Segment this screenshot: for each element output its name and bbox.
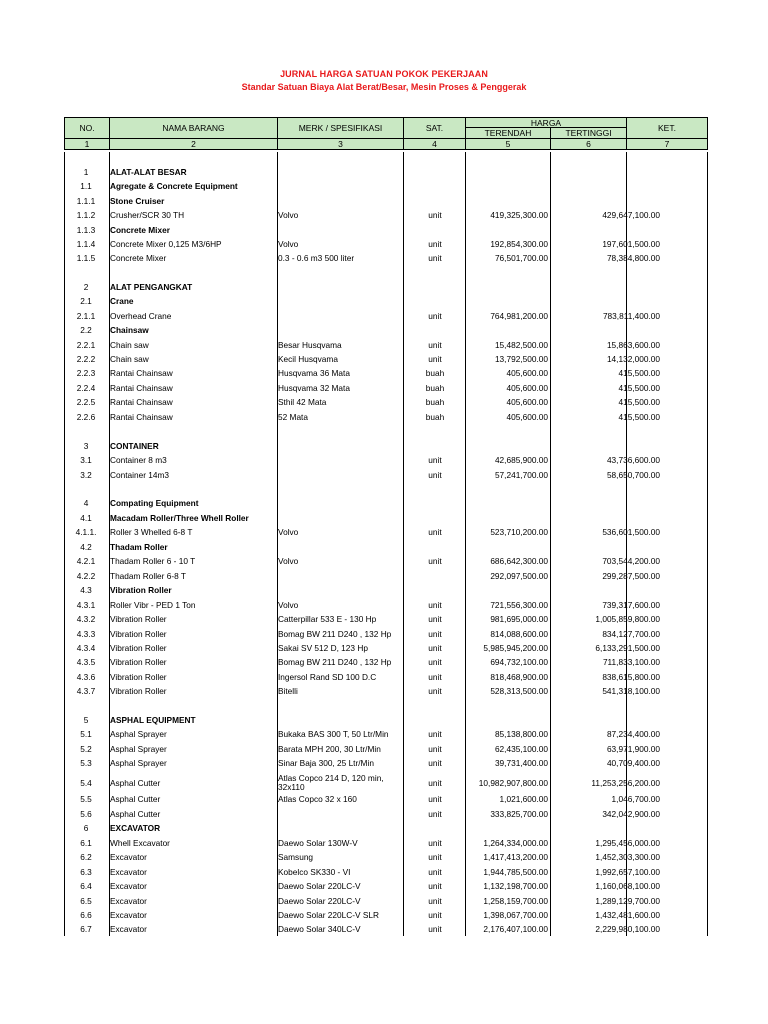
cell-no: 6.3	[80, 867, 92, 877]
cell-low: 13,792,500.00	[494, 354, 548, 364]
cell-no: 2.2.1	[76, 340, 96, 350]
cell-name: Vibration Roller	[110, 643, 167, 653]
cell-name: ALAT-ALAT BESAR	[110, 167, 187, 177]
cell-high: 415,500.00	[618, 412, 660, 422]
cell-name: Chainsaw	[110, 325, 149, 335]
cell-low: 85,138,800.00	[494, 729, 548, 739]
cell-low: 39,731,400.00	[494, 758, 548, 768]
colnum-4: 4	[403, 138, 466, 150]
cell-low: 405,600.00	[506, 368, 548, 378]
cell-no: 2.2.6	[76, 412, 96, 422]
cell-high: 834,127,700.00	[602, 629, 660, 639]
colnum-3: 3	[277, 138, 404, 150]
cell-name: Thadam Roller 6-8 T	[110, 571, 186, 581]
cell-merk: Bomag BW 211 D240 , 132 Hp	[278, 657, 392, 667]
header-sat: SAT.	[403, 117, 466, 139]
cell-no: 6	[83, 823, 89, 833]
cell-name: Asphal Cutter	[110, 794, 161, 804]
cell-high: 1,992,657,100.00	[595, 867, 660, 877]
cell-high: 415,500.00	[618, 397, 660, 407]
cell-sat: unit	[428, 838, 442, 848]
cell-no: 6.1	[80, 838, 92, 848]
cell-high: 1,289,129,700.00	[595, 896, 660, 906]
cell-no: 5	[83, 715, 89, 725]
cell-sat: unit	[428, 643, 442, 653]
cell-sat: unit	[428, 455, 442, 465]
document-subtitle: Standar Satuan Biaya Alat Berat/Besar, Mesin Proses & Penggerak	[241, 82, 527, 92]
cell-high: 342,042,900.00	[602, 809, 660, 819]
cell-sat: unit	[428, 794, 442, 804]
colnum-5: 5	[465, 138, 551, 150]
cell-low: 1,132,198,700.00	[483, 881, 548, 891]
cell-merk: Daewo Solar 340LC-V	[278, 924, 361, 934]
cell-low: 57,241,700.00	[494, 470, 548, 480]
table-row	[64, 670, 708, 684]
header-merk: MERK / SPESIFIKASI	[277, 117, 404, 139]
cell-sat: buah	[425, 397, 445, 407]
cell-high: 1,295,456,000.00	[595, 838, 660, 848]
cell-merk: Volvo	[278, 556, 299, 566]
cell-merk: Atlas Copco 214 D, 120 min, 32x110	[278, 773, 384, 792]
cell-low: 764,981,200.00	[490, 311, 548, 321]
table-row	[64, 366, 708, 380]
cell-no: 2.2.3	[76, 368, 96, 378]
cell-merk: 0.3 - 0.6 m3 500 liter	[278, 253, 355, 263]
cell-no: 4.3.4	[76, 643, 96, 653]
table-row	[64, 742, 708, 756]
cell-name: Thadam Roller	[110, 542, 168, 552]
cell-no: 2.2	[80, 325, 92, 335]
cell-no: 5.2	[80, 744, 92, 754]
cell-name: CONTAINER	[110, 441, 159, 451]
cell-high: 6,133,291,500.00	[595, 643, 660, 653]
cell-merk: Volvo	[278, 239, 299, 249]
cell-name: Roller Vibr - PED 1 Ton	[110, 600, 196, 610]
cell-high: 78,384,800.00	[606, 253, 660, 263]
cell-name: Asphal Sprayer	[110, 758, 167, 768]
cell-low: 419,325,300.00	[490, 210, 548, 220]
cell-no: 2.2.2	[76, 354, 96, 364]
table-row	[64, 294, 708, 308]
cell-low: 15,482,500.00	[494, 340, 548, 350]
cell-no: 2.2.5	[76, 397, 96, 407]
cell-no: 2.2.4	[76, 383, 96, 393]
cell-name: Concrete Mixer	[110, 225, 170, 235]
cell-name: Vibration Roller	[110, 686, 167, 696]
cell-high: 429,647,100.00	[602, 210, 660, 220]
cell-merk: Volvo	[278, 527, 299, 537]
cell-merk: Barata MPH 200, 30 Ltr/Min	[278, 744, 381, 754]
cell-sat: unit	[428, 881, 442, 891]
cell-name: Excavator	[110, 896, 147, 906]
cell-name: Rantai Chainsaw	[110, 412, 173, 422]
cell-no: 1.1.3	[76, 225, 96, 235]
cell-low: 1,021,600.00	[499, 794, 548, 804]
cell-no: 4.2.1	[76, 556, 96, 566]
cell-name: Excavator	[110, 852, 147, 862]
cell-low: 76,501,700.00	[494, 253, 548, 263]
cell-high: 43,736,600.00	[606, 455, 660, 465]
cell-name: Asphal Sprayer	[110, 744, 167, 754]
table-row	[64, 908, 708, 922]
cell-merk: Daewo Solar 220LC-V SLR	[278, 910, 379, 920]
cell-name: Crusher/SCR 30 TH	[110, 210, 185, 220]
cell-no: 1.1.4	[76, 239, 96, 249]
cell-low: 1,944,785,500.00	[483, 867, 548, 877]
cell-no: 5.5	[80, 794, 92, 804]
cell-sat: unit	[428, 600, 442, 610]
table-row	[64, 439, 708, 453]
cell-merk: Daewo Solar 220LC-V	[278, 896, 361, 906]
cell-low: 10,982,907,800.00	[478, 778, 548, 788]
cell-name: Container 8 m3	[110, 455, 167, 465]
cell-name: Compating Equipment	[110, 498, 199, 508]
cell-low: 333,825,700.00	[490, 809, 548, 819]
table-row	[64, 540, 708, 554]
cell-sat: unit	[428, 729, 442, 739]
table-row	[64, 525, 708, 539]
cell-merk: Volvo	[278, 600, 299, 610]
cell-high: 1,432,481,600.00	[595, 910, 660, 920]
cell-name: Vibration Roller	[110, 672, 167, 682]
document-title: JURNAL HARGA SATUAN POKOK PEKERJAAN	[280, 69, 488, 79]
cell-name: Excavator	[110, 867, 147, 877]
cell-high: 703,544,200.00	[602, 556, 660, 566]
cell-no: 1.1.2	[76, 210, 96, 220]
cell-high: 15,863,600.00	[606, 340, 660, 350]
cell-high: 711,833,100.00	[602, 657, 660, 667]
cell-name: Vibration Roller	[110, 629, 167, 639]
cell-merk: Kecil Husqvama	[278, 354, 338, 364]
cell-name: Whell Excavator	[110, 838, 170, 848]
cell-sat: unit	[428, 527, 442, 537]
cell-name: Asphal Cutter	[110, 778, 161, 788]
cell-no: 3.1	[80, 455, 92, 465]
cell-merk: Catterpillar 533 E - 130 Hp	[278, 614, 377, 624]
cell-sat: unit	[428, 924, 442, 934]
header-ket: KET.	[626, 117, 708, 139]
cell-sat: unit	[428, 809, 442, 819]
cell-low: 42,685,900.00	[494, 455, 548, 465]
cell-name: Asphal Cutter	[110, 809, 161, 819]
cell-low: 981,695,000.00	[490, 614, 548, 624]
table-row	[64, 468, 708, 482]
cell-name: ALAT PENGANGKAT	[110, 282, 193, 292]
table-row	[64, 612, 708, 626]
cell-merk: Sakai SV 512 D, 123 Hp	[278, 643, 368, 653]
cell-low: 1,264,334,000.00	[483, 838, 548, 848]
cell-no: 3.2	[80, 470, 92, 480]
cell-name: Chain saw	[110, 354, 149, 364]
cell-merk: Husqvama 36 Mata	[278, 368, 350, 378]
cell-sat: unit	[428, 867, 442, 877]
cell-high: 541,318,100.00	[602, 686, 660, 696]
cell-merk: Samsung	[278, 852, 314, 862]
cell-high: 415,500.00	[618, 368, 660, 378]
table-row	[64, 583, 708, 597]
cell-sat: unit	[428, 778, 442, 788]
cell-high: 536,601,500.00	[602, 527, 660, 537]
cell-no: 4.2	[80, 542, 92, 552]
cell-name: Excavator	[110, 881, 147, 891]
cell-no: 5.1	[80, 729, 92, 739]
table-row	[64, 850, 708, 864]
cell-high: 838,615,800.00	[602, 672, 660, 682]
cell-merk: Volvo	[278, 210, 299, 220]
table-row	[64, 395, 708, 409]
table-row	[64, 194, 708, 208]
cell-no: 6.7	[80, 924, 92, 934]
table-row	[64, 251, 708, 265]
cell-low: 405,600.00	[506, 412, 548, 422]
table-row	[64, 554, 708, 568]
cell-merk: Sinar Baja 300, 25 Ltr/Min	[278, 758, 374, 768]
cell-name: Agregate & Concrete Equipment	[110, 181, 238, 191]
cell-name: Vibration Roller	[110, 614, 167, 624]
cell-merk: Daewo Solar 220LC-V	[278, 881, 361, 891]
cell-name: Rantai Chainsaw	[110, 397, 173, 407]
cell-high: 739,317,600.00	[602, 600, 660, 610]
cell-merk: Bomag BW 211 D240 , 132 Hp	[278, 629, 392, 639]
cell-sat: unit	[428, 470, 442, 480]
cell-merk: Sthil 42 Mata	[278, 397, 327, 407]
cell-name: Thadam Roller 6 - 10 T	[110, 556, 196, 566]
cell-no: 4.2.2	[76, 571, 96, 581]
cell-low: 686,642,300.00	[490, 556, 548, 566]
cell-name: Rantai Chainsaw	[110, 368, 173, 378]
cell-low: 1,417,413,200.00	[483, 852, 548, 862]
table-row	[64, 453, 708, 467]
cell-sat: unit	[428, 239, 442, 249]
cell-sat: buah	[425, 383, 445, 393]
cell-name: Stone Cruiser	[110, 196, 165, 206]
colnum-1: 1	[64, 138, 110, 150]
table-row	[64, 208, 708, 222]
cell-low: 721,556,300.00	[490, 600, 548, 610]
cell-name: Overhead Crane	[110, 311, 172, 321]
cell-name: Vibration Roller	[110, 585, 172, 595]
cell-no: 2	[83, 282, 89, 292]
cell-high: 40,709,400.00	[606, 758, 660, 768]
cell-low: 62,435,100.00	[494, 744, 548, 754]
cell-name: EXCAVATOR	[110, 823, 161, 833]
table-row	[64, 165, 708, 179]
cell-sat: unit	[428, 896, 442, 906]
colnum-6: 6	[550, 138, 627, 150]
cell-high: 299,287,500.00	[602, 571, 660, 581]
header-terendah: TERENDAH	[465, 127, 551, 139]
cell-high: 1,046,700.00	[611, 794, 660, 804]
cell-no: 4.3.6	[76, 672, 96, 682]
table-row	[64, 223, 708, 237]
table-row	[64, 496, 708, 510]
cell-high: 87,234,400.00	[606, 729, 660, 739]
cell-sat: unit	[428, 614, 442, 624]
cell-no: 6.6	[80, 910, 92, 920]
cell-sat: unit	[428, 556, 442, 566]
cell-sat: unit	[428, 253, 442, 263]
header-harga: HARGA	[465, 117, 627, 128]
table-row	[64, 836, 708, 850]
cell-sat: unit	[428, 354, 442, 364]
table-row	[64, 821, 708, 835]
cell-high: 63,971,900.00	[606, 744, 660, 754]
cell-name: Crane	[110, 296, 134, 306]
cell-no: 1.1.5	[76, 253, 96, 263]
cell-sat: unit	[428, 311, 442, 321]
cell-name: ASPHAL EQUIPMENT	[110, 715, 196, 725]
cell-high: 58,650,700.00	[606, 470, 660, 480]
cell-no: 3	[83, 441, 89, 451]
cell-sat: unit	[428, 210, 442, 220]
cell-sat: unit	[428, 686, 442, 696]
cell-merk: Atlas Copco 32 x 160	[278, 794, 357, 804]
cell-high: 14,132,000.00	[606, 354, 660, 364]
table-row	[64, 865, 708, 879]
table-row	[64, 179, 708, 193]
table-row	[64, 655, 708, 669]
cell-low: 523,710,200.00	[490, 527, 548, 537]
cell-no: 4.1	[80, 513, 92, 523]
cell-sat: buah	[425, 412, 445, 422]
cell-no: 4.1.1.	[75, 527, 97, 537]
table-row	[64, 352, 708, 366]
table-row	[64, 727, 708, 741]
cell-low: 814,088,600.00	[490, 629, 548, 639]
cell-low: 292,097,500.00	[490, 571, 548, 581]
header-nama: NAMA BARANG	[109, 117, 278, 139]
cell-no: 1.1	[80, 181, 92, 191]
cell-no: 2.1.1	[76, 311, 96, 321]
table-row	[64, 894, 708, 908]
cell-name: Excavator	[110, 910, 147, 920]
table-row	[64, 323, 708, 337]
table-row	[64, 381, 708, 395]
cell-merk: Kobelco SK330 - VI	[278, 867, 351, 877]
header-no: NO.	[64, 117, 110, 139]
cell-high: 2,229,980,100.00	[595, 924, 660, 934]
cell-no: 5.6	[80, 809, 92, 819]
cell-name: Roller 3 Whelled 6-8 T	[110, 527, 193, 537]
table-row	[64, 879, 708, 893]
cell-no: 5.3	[80, 758, 92, 768]
cell-high: 197,601,500.00	[602, 239, 660, 249]
cell-high: 1,452,303,300.00	[595, 852, 660, 862]
header-tertinggi: TERTINGGI	[550, 127, 627, 139]
cell-merk: Daewo Solar 130W-V	[278, 838, 358, 848]
table-row	[64, 627, 708, 641]
cell-sat: unit	[428, 629, 442, 639]
cell-name: Concrete Mixer 0,125 M3/6HP	[110, 239, 222, 249]
cell-name: Rantai Chainsaw	[110, 383, 173, 393]
table-row	[64, 237, 708, 251]
cell-no: 4.3.5	[76, 657, 96, 667]
cell-low: 1,258,159,700.00	[483, 896, 548, 906]
cell-no: 4.3.1	[76, 600, 96, 610]
cell-sat: unit	[428, 744, 442, 754]
table-row	[64, 713, 708, 727]
cell-low: 5,985,945,200.00	[483, 643, 548, 653]
cell-high: 415,500.00	[618, 383, 660, 393]
cell-no: 4.3	[80, 585, 92, 595]
cell-merk: Husqvama 32 Mata	[278, 383, 350, 393]
table-row	[64, 309, 708, 323]
cell-merk: 52 Mata	[278, 412, 308, 422]
cell-merk: Bukaka BAS 300 T, 50 Ltr/Min	[278, 729, 389, 739]
cell-name: Chain saw	[110, 340, 149, 350]
table-row	[64, 338, 708, 352]
cell-high: 11,253,256,200.00	[591, 778, 660, 788]
cell-name: Macadam Roller/Three Whell Roller	[110, 513, 249, 523]
cell-merk: Ingersol Rand SD 100 D.C	[278, 672, 377, 682]
table-row	[64, 792, 708, 806]
cell-sat: unit	[428, 672, 442, 682]
cell-low: 2,176,407,100.00	[483, 924, 548, 934]
cell-low: 405,600.00	[506, 383, 548, 393]
cell-high: 783,811,400.00	[602, 311, 660, 321]
cell-name: Container 14m3	[110, 470, 170, 480]
cell-low: 528,313,500.00	[490, 686, 548, 696]
table-row	[64, 807, 708, 821]
cell-high: 1,005,859,800.00	[595, 614, 660, 624]
cell-no: 4.3.3	[76, 629, 96, 639]
colnum-2: 2	[109, 138, 278, 150]
cell-no: 1	[83, 167, 89, 177]
cell-no: 6.5	[80, 896, 92, 906]
cell-low: 818,468,900.00	[490, 672, 548, 682]
cell-no: 1.1.1	[76, 196, 96, 206]
cell-low: 192,854,300.00	[490, 239, 548, 249]
cell-sat: unit	[428, 852, 442, 862]
cell-no: 6.2	[80, 852, 92, 862]
cell-low: 1,398,067,700.00	[483, 910, 548, 920]
cell-name: Asphal Sprayer	[110, 729, 167, 739]
table-row	[64, 756, 708, 770]
table-row	[64, 684, 708, 698]
cell-no: 4.3.7	[76, 686, 96, 696]
table-row	[64, 598, 708, 612]
cell-merk: Besar Husqvama	[278, 340, 342, 350]
table-row	[64, 641, 708, 655]
colnum-7: 7	[626, 138, 708, 150]
cell-sat: buah	[425, 368, 445, 378]
cell-sat: unit	[428, 910, 442, 920]
cell-sat: unit	[428, 340, 442, 350]
cell-sat: unit	[428, 758, 442, 768]
cell-no: 5.4	[80, 778, 92, 788]
cell-name: Concrete Mixer	[110, 253, 167, 263]
cell-no: 6.4	[80, 881, 92, 891]
cell-name: Vibration Roller	[110, 657, 167, 667]
cell-merk: Bitelli	[278, 686, 298, 696]
cell-low: 694,732,100.00	[490, 657, 548, 667]
cell-high: 1,160,068,100.00	[595, 881, 660, 891]
table-row	[64, 569, 708, 583]
cell-no: 2.1	[80, 296, 92, 306]
cell-sat: unit	[428, 657, 442, 667]
cell-no: 4.3.2	[76, 614, 96, 624]
cell-low: 405,600.00	[506, 397, 548, 407]
cell-name: Excavator	[110, 924, 147, 934]
table-row	[64, 922, 708, 936]
table-row	[64, 773, 708, 792]
cell-no: 4	[83, 498, 89, 508]
table-row	[64, 410, 708, 424]
table-row	[64, 511, 708, 525]
table-row	[64, 280, 708, 294]
